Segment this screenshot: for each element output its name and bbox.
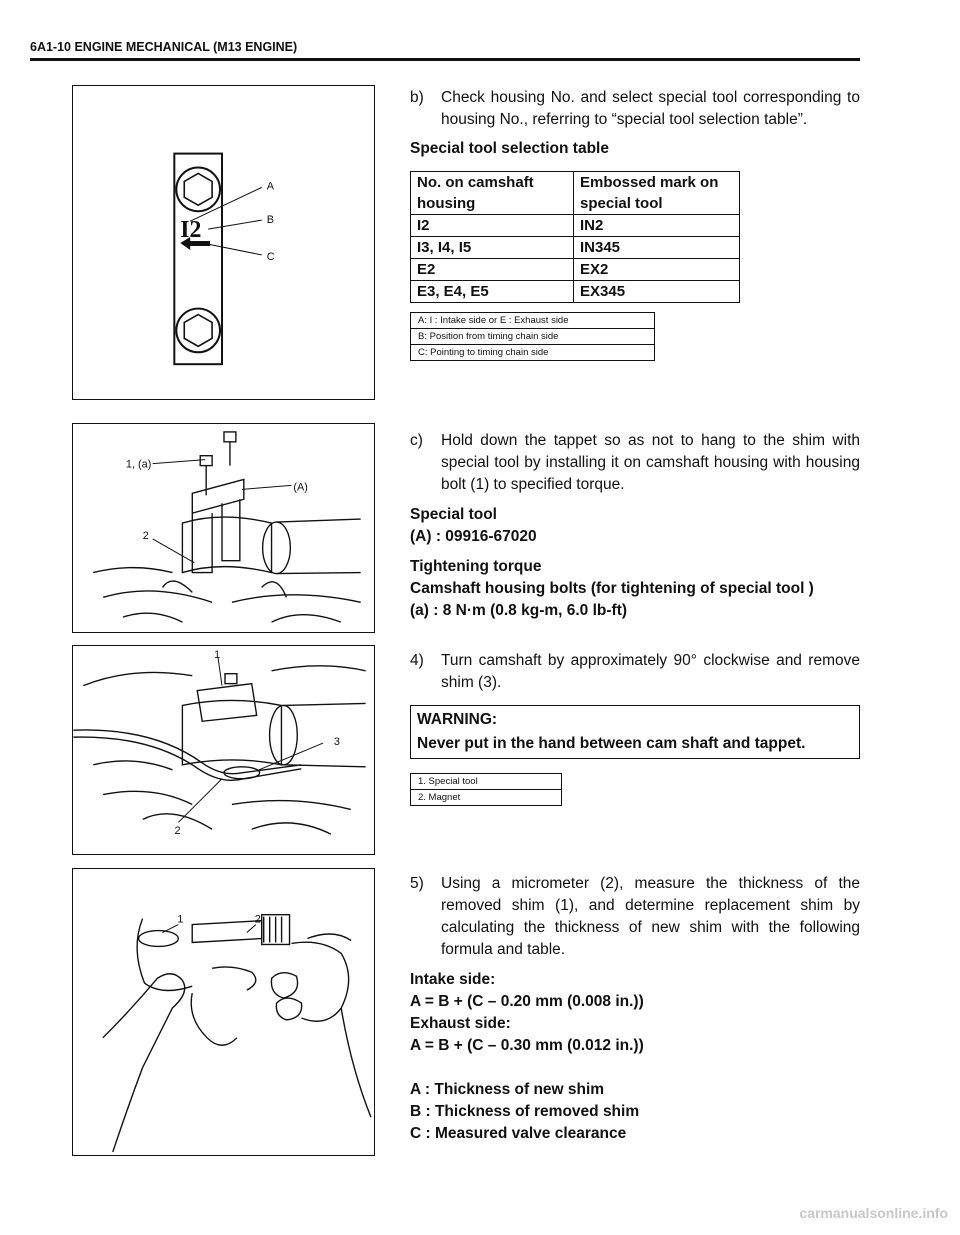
warning-title: WARNING:: [417, 711, 498, 728]
remove-shim-illustration: [73, 646, 374, 854]
exhaust-formula: A = B + (C – 0.30 mm (0.012 in.)): [410, 1037, 644, 1054]
table-cell: IN345: [574, 237, 740, 259]
item-text: Using a micrometer (2), measure the thickness of the removed shim (1), and determine replacement shim by calculating the thickness of new shim with the following formula and table.: [441, 875, 860, 958]
label-3: 3: [333, 736, 341, 749]
label-1: 1: [214, 648, 221, 661]
label-2: 2: [174, 825, 181, 838]
legend-item: 2. Magnet: [411, 790, 562, 806]
table-cell: IN2: [574, 215, 740, 237]
label-a: A: [266, 180, 274, 193]
table-cell: E2: [411, 259, 574, 281]
section-b: [410, 87, 860, 361]
torque-value: (a) : 8 N·m (0.8 kg-m, 6.0 lb-ft): [410, 602, 628, 619]
legend-item: C: Pointing to timing chain side: [411, 345, 655, 361]
item-text: Check housing No. and select special tool corresponding to housing No., referring to “special tool selection table”.: [441, 89, 860, 128]
label-2: 2: [254, 913, 261, 926]
label-b: B: [266, 214, 274, 227]
table-cell: EX2: [574, 259, 740, 281]
figure-housing-mark: [72, 85, 375, 400]
table-header-cell: Embossed mark on special tool: [574, 172, 740, 215]
housing-number-mark: I2: [180, 217, 202, 244]
definition: B : Thickness of removed shim: [410, 1103, 640, 1120]
legend-item: 1. Special tool: [411, 774, 562, 790]
legend-item: B: Position from timing chain side: [411, 329, 655, 345]
watermark: carmanualsonline.info: [799, 1205, 948, 1221]
table-header-cell: No. on camshaft housing: [411, 172, 574, 215]
table-cell: E3, E4, E5: [411, 281, 574, 303]
table-cell: EX345: [574, 281, 740, 303]
step-4: [410, 650, 860, 806]
label-bolt-1a: 1, (a): [125, 458, 152, 471]
table-row: [411, 259, 740, 281]
intake-title: Intake side:: [410, 971, 496, 988]
item-text: Hold down the tappet so as not to hang to the shim with special tool by installing it on camshaft housing with housing bolt (1) to specified torque.: [441, 432, 860, 493]
table-row: [411, 281, 740, 303]
figure-micrometer: [72, 868, 375, 1156]
definition: A : Thickness of new shim: [410, 1081, 605, 1098]
header-rule: [30, 58, 860, 61]
definition: C : Measured valve clearance: [410, 1125, 627, 1142]
label-tool-a: (A): [293, 481, 308, 494]
label-1: 1: [177, 913, 184, 926]
selection-table-title: Special tool selection table: [410, 140, 609, 157]
warning-box: [410, 705, 860, 759]
housing-mark-illustration: [73, 86, 374, 399]
page-header: 6A1-10 ENGINE MECHANICAL (M13 ENGINE): [30, 40, 298, 54]
figure-remove-shim: [72, 645, 375, 855]
exhaust-title: Exhaust side:: [410, 1015, 511, 1032]
torque-title: Tightening torque: [410, 558, 542, 575]
item-marker: 4): [410, 652, 424, 669]
section-c: [410, 430, 860, 622]
figure-special-tool-installed: [72, 423, 375, 633]
table-row: [411, 237, 740, 259]
label-c: C: [266, 250, 275, 263]
intake-formula: A = B + (C – 0.20 mm (0.008 in.)): [410, 993, 644, 1010]
item-marker: c): [410, 432, 423, 449]
table-cell: I3, I4, I5: [411, 237, 574, 259]
table-cell: I2: [411, 215, 574, 237]
legend-item: A: I : Intake side or E : Exhaust side: [411, 313, 655, 329]
special-tool-title: Special tool: [410, 506, 497, 523]
step-5: [410, 873, 860, 1145]
label-2: 2: [142, 529, 149, 542]
item-text: Turn camshaft by approximately 90° clockwise and remove shim (3).: [441, 652, 860, 691]
table-header-row: [411, 172, 740, 215]
special-tool-illustration: [73, 424, 374, 632]
item-marker: 5): [410, 875, 424, 892]
special-tool-selection-table: [410, 171, 740, 303]
warning-text: Never put in the hand between cam shaft and tappet.: [417, 735, 806, 752]
table-row: [411, 215, 740, 237]
torque-item: Camshaft housing bolts (for tightening of special tool ): [410, 580, 814, 597]
figure-legend: [410, 312, 655, 361]
special-tool-value: (A) : 09916-67020: [410, 528, 537, 545]
micrometer-illustration: [73, 869, 374, 1155]
figure-legend: [410, 773, 562, 806]
item-marker: b): [410, 89, 424, 106]
